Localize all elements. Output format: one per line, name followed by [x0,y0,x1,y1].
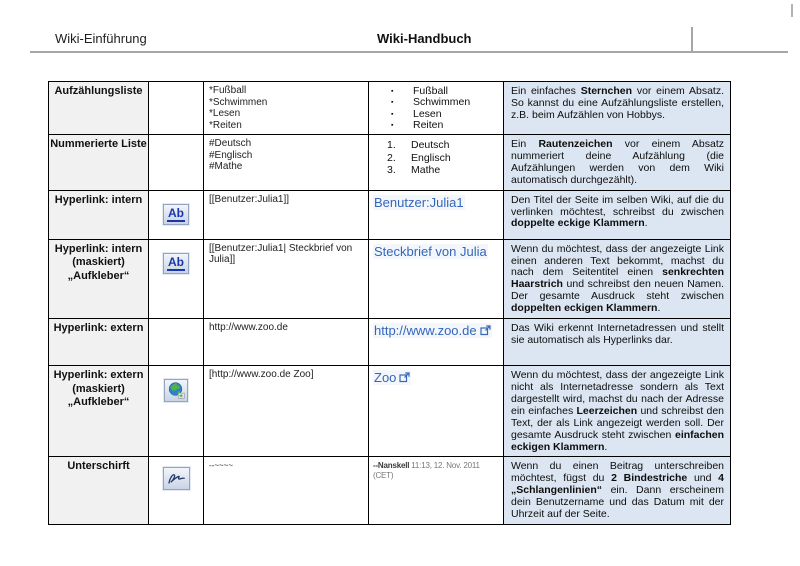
explanation-text: Ein Rautenzeichen vor einem Absatz nummeriert deine Aufzählung (die Aufzählungen werden von dem Wiki automatisch durchgezählt). [511,138,724,186]
list-item: 2. Englisch [387,151,451,164]
external-link-icon [399,371,410,386]
list-item: 3. Mathe [387,164,441,177]
term-label: (maskiert) [72,382,125,395]
explanation-text: Wenn du möchtest, dass der angezeigte Link nicht als Internetadresse sondern als Text dargestellt wird, machst du nach der Adresse ein einfaches Leerzeichen und schreibst den Text, der als Link angezeigt werden soll. Der gesamte Ausdruck steht zwischen einfachen eckigen Klammern. [511,369,725,453]
explanation-text: Ein einfaches Sternchen vor einem Absatz. So kannst du eine Aufzählungsliste erstellen, z.B. beim Aufzählen von Hobbys. [511,85,724,121]
syntax-cell: #Deutsch #Englisch #Mathe [204,135,369,191]
result-cell [369,82,504,135]
syntax-cell: [[Benutzer:Julia1| Steckbrief von Julia]] [204,239,369,318]
syntax-cell: *Fußball *Schwimmen *Lesen *Reiten [204,82,369,135]
icon-cell [149,190,204,239]
term-label: Hyperlink: intern [54,242,143,255]
internal-link-ab-icon: Ab [163,253,189,274]
external-link-example[interactable]: http://www.zoo.de [373,323,492,338]
external-link-icon [480,324,491,339]
term-cell [49,457,149,525]
term-cell [49,239,149,318]
explanation-text: Den Titel der Seite im selben Wiki, auf die du verlinken möchtest, schreibst du zwischen doppelte eckige Klammern. [511,193,724,230]
list-item: ▪ Lesen [391,107,442,120]
icon-cell [149,319,204,366]
internal-link-ab-icon: Ab [163,204,189,225]
term-label: Aufzählungsliste [54,85,143,97]
explanation-text: Das Wiki erkennt Internetadressen und stellt sie automatisch als Hyperlinks dar. [511,322,724,346]
bullet-icon: ▪ [391,110,394,118]
list-item: ▪ Reiten [391,119,444,132]
margin-mark [791,4,793,17]
explanation-cell [504,457,731,525]
page-title: Wiki-Handbuch [377,31,472,46]
icon-cell [149,457,204,525]
explanation-cell [504,319,731,366]
list-item: 1. Deutsch [387,139,450,151]
result-cell [369,239,504,318]
list-item: ▪ Fußball [391,85,449,97]
globe-external-link-icon [164,379,188,402]
term-cell [49,82,149,135]
term-label: „Aufkleber“ [67,396,130,409]
syntax-cell: [[Benutzer:Julia1]] [204,190,369,239]
icon-cell [149,82,204,135]
icon-cell [149,366,204,457]
syntax-cell: http://www.zoo.de [204,319,369,366]
result-cell [369,190,504,239]
list-item: ▪ Schwimmen [391,96,471,109]
explanation-text: Wenn du einen Beitrag unterschreiben möchtest, fügst du 2 Bindestriche und 4 „Schlangenlinien“ ein. Dann erscheinem dein Benutzername und das Datum mit der Uhrzeit auf der Seite. [511,460,725,521]
term-cell [49,190,149,239]
header-divider-tick [691,27,693,51]
bullet-icon: ▪ [391,122,394,130]
term-label: Unterschirft [67,460,130,473]
term-cell [49,319,149,366]
explanation-cell [504,82,731,135]
syntax-cell: [http://www.zoo.de Zoo] [204,366,369,457]
result-cell [369,457,504,525]
table-row [49,190,731,239]
explanation-text: Wenn du möchtest, dass der angezeigte Link einen anderen Text bekommt, machst du nach dem Seitentitel einen senkrechten Haarstrich und schreibst den neuen Namen. Der gesamte Ausdruck steht zwischen doppelten eckigen Klammern. [511,242,724,315]
table-row [49,366,731,457]
signature-example: --Nanskell 11:13, 12. Nov. 2011 (CET) [373,461,480,481]
explanation-cell [504,366,731,457]
result-cell [369,366,504,457]
term-cell [49,135,149,191]
explanation-cell [504,190,731,239]
header-left-title: Wiki-Einführung [55,31,147,46]
term-label: Nummerierte Liste [50,138,147,150]
icon-cell [149,135,204,191]
syntax-cell: --~~~~ [204,457,369,525]
result-cell [369,319,504,366]
table-row [49,457,731,525]
table-row [49,82,731,135]
internal-link-example[interactable]: Benutzer:Julia1 [374,194,464,210]
external-link-example[interactable]: Zoo [373,370,411,385]
term-label: Hyperlink: extern [53,322,144,335]
term-label: (maskiert) [72,256,125,269]
explanation-cell [504,239,731,318]
term-label: „Aufkleber“ [67,269,130,282]
wiki-syntax-table [48,81,731,525]
icon-cell [149,239,204,318]
term-label: Hyperlink: intern [54,193,143,206]
bullet-icon: ▪ [391,88,394,95]
explanation-cell [504,135,731,191]
table-row [49,135,731,191]
header-rule [30,51,788,53]
table-row [49,239,731,318]
bullet-icon: ▪ [391,99,394,107]
term-label: Hyperlink: extern [53,369,144,382]
result-cell [369,135,504,191]
table-row [49,319,731,366]
term-cell [49,366,149,457]
signature-icon [163,467,190,490]
internal-link-example[interactable]: Steckbrief von Julia [374,243,487,259]
